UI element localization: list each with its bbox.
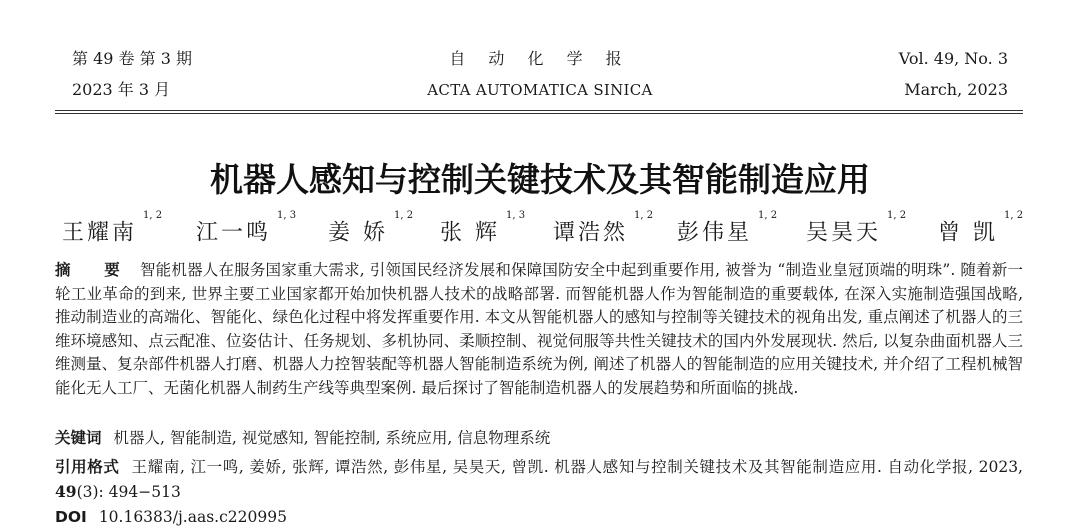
author-name: 江一鸣 xyxy=(196,220,272,246)
author-name: 彭伟星 xyxy=(677,220,753,246)
citation xyxy=(55,456,1023,504)
doi-label: DOI xyxy=(55,508,87,526)
abstract xyxy=(55,259,1023,400)
author-name: 吴昊天 xyxy=(806,220,882,246)
author xyxy=(328,210,414,249)
author-affiliation: 1, 2 xyxy=(758,210,778,221)
date-en: March, 2023 xyxy=(904,80,1008,99)
date-cn: 2023 年 3 月 xyxy=(72,80,171,99)
journal-name-cn: 自 动 化 学 报 xyxy=(449,49,631,68)
doi-link[interactable]: 10.16383/j.aas.c220995 xyxy=(98,508,287,526)
citation-pages: (3): 494−513 xyxy=(76,482,181,501)
author-name: 王耀南 xyxy=(62,220,138,246)
header-rule-top xyxy=(55,110,1023,111)
author-affiliation: 1, 3 xyxy=(277,210,297,221)
volume-en: Vol. 49, No. 3 xyxy=(898,49,1008,68)
author-affiliation: 1, 2 xyxy=(634,210,654,221)
citation-label: 引用格式 xyxy=(55,458,120,476)
author xyxy=(196,210,297,249)
author xyxy=(938,210,1024,249)
author-affiliation: 1, 3 xyxy=(506,210,526,221)
author-list xyxy=(0,210,1080,249)
keywords-text: 机器人, 智能制造, 视觉感知, 智能控制, 系统应用, 信息物理系统 xyxy=(113,429,551,447)
abstract-label: 摘 要 xyxy=(55,261,134,279)
paper-title: 机器人感知与控制关键技术及其智能制造应用 xyxy=(210,160,870,199)
author xyxy=(440,210,526,249)
doi xyxy=(55,506,1023,530)
author-name: 姜 娇 xyxy=(328,220,388,246)
author xyxy=(553,210,654,249)
keywords xyxy=(55,427,1023,451)
author-name: 张 辉 xyxy=(440,220,500,246)
keywords-label: 关键词 xyxy=(55,429,102,447)
author-name: 曾 凯 xyxy=(938,220,998,246)
author xyxy=(62,210,163,249)
citation-text: 王耀南, 江一鸣, 姜娇, 张辉, 谭浩然, 彭伟星, 吴昊天, 曾凯. 机器人感知与控制关键技术及其智能制造应用. 自动化学报, 2023, xyxy=(131,458,1023,476)
issue-cn: 第 49 卷 第 3 期 xyxy=(72,49,192,68)
header-rule-bottom xyxy=(55,113,1023,114)
journal-name-en: ACTA AUTOMATICA SINICA xyxy=(427,81,653,99)
author-affiliation: 1, 2 xyxy=(1004,210,1024,221)
author xyxy=(677,210,778,249)
author xyxy=(806,210,907,249)
author-affiliation: 1, 2 xyxy=(887,210,907,221)
author-affiliation: 1, 2 xyxy=(143,210,163,221)
citation-volume: 49 xyxy=(55,481,77,501)
author-name: 谭浩然 xyxy=(553,220,629,246)
abstract-text: 智能机器人在服务国家重大需求, 引领国民经济发展和保障国防安全中起到重要作用, 被誉为 “制造业皇冠顶端的明珠”. 随着新一轮工业革命的到来, 世界主要工业国家都开始加快机器人技术的战略部署. 而智能机器人作为智能制造的重要载体, 在深入实施制造强国战略, 推动制造业的高端化、智能化、绿色化过程中将发挥重要作用. 本文从智能机器人的感知与控制等关键技术的视角出发, 重点阐述了机器人的三维环境感知、点云配准、位姿估计、任务规划、多机协同、柔顺控制、视觉伺服等共性关键技术的国内外发展现状. 然后, 以复杂曲面机器人三维测量、复杂部件机器人打磨、机器人力控智装配等机器人智能制造系统为例, 阐述了机器人的智能制造的应用关键技术, 并介绍了工程机械智能化无人工厂、无菌化机器人制药生产线等典型案例. 最后探讨了智能制造机器人的发展趋势和所面临的挑战. xyxy=(55,261,1023,397)
author-affiliation: 1, 2 xyxy=(394,210,414,221)
